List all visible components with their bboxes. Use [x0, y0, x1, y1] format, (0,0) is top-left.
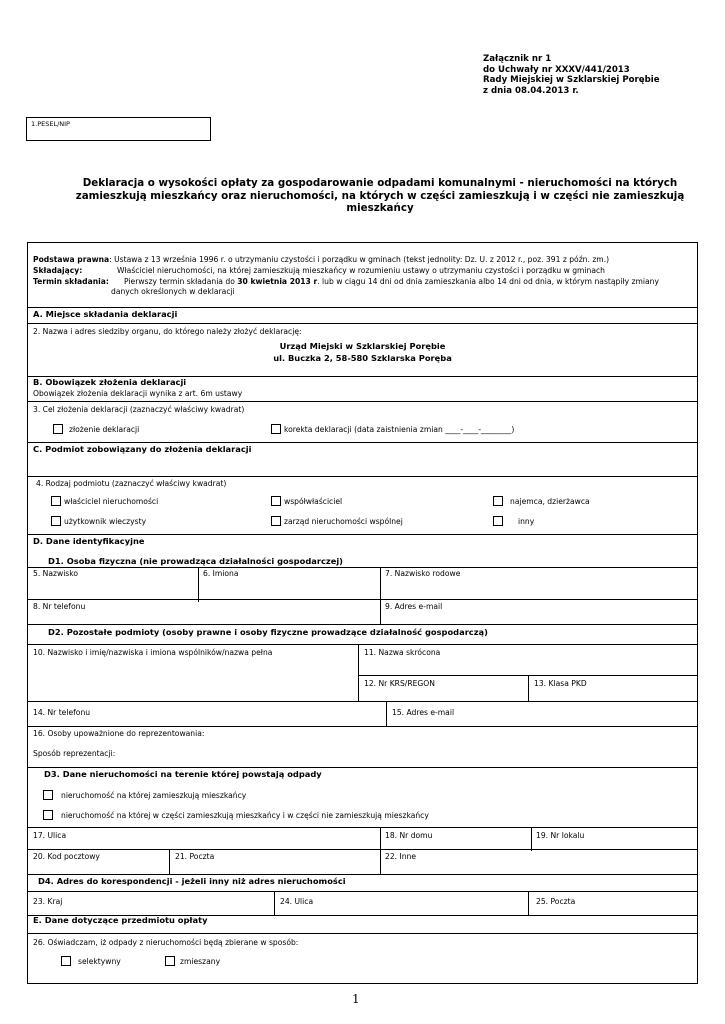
title-line-2: zamieszkują mieszkańcy oraz nieruchomości, na których w części zamieszkują i w części nie zamieszkują [75, 189, 685, 202]
field-17-label: 17. Ulica [33, 831, 67, 840]
checkbox-other[interactable] [493, 516, 503, 526]
field-9-label: 9. Adres e-mail [385, 602, 443, 611]
legal-basis: Podstawa prawna: Ustawa z 13 września 1996 r. o utrzymaniu czystości i porządku w gminach (tekst jednolity: Dz. U. z 2012 r., poz. 391 z późn. zm.) [33, 255, 610, 264]
field-19-label: 19. Nr lokalu [536, 831, 585, 840]
attachment-line-3: Rady Miejskiej w Szklarskiej Porębie [483, 75, 660, 86]
attachment-header [483, 54, 660, 96]
checkbox-common-property-board[interactable] [271, 516, 281, 526]
checkbox-owner[interactable] [51, 496, 61, 506]
option-other-label: inny [518, 517, 535, 526]
section-d-header: D. Dane identyfikacyjne [33, 536, 145, 546]
checkbox-perpetual-user[interactable] [51, 516, 61, 526]
page-number: 1 [352, 992, 360, 1006]
field-12-label: 12. Nr KRS/REGON [364, 679, 435, 688]
section-d2-header: D2. Pozostałe podmioty (osoby prawne i osoby fizyczne prowadzące działalność gospodarczą) [48, 627, 488, 637]
field-8-label: 8. Nr telefonu [33, 602, 86, 611]
field-24-label: 24. Ulica [280, 897, 314, 906]
section-e-header: E. Dane dotyczące przedmiotu opłaty [33, 915, 208, 925]
field-6-label: 6. Imiona [203, 569, 239, 578]
option-submission-label: złożenie deklaracji [69, 425, 140, 434]
submitter: Składający: [33, 266, 83, 275]
option-correction-label: korekta deklaracji (data zaistnienia zmian ____-____-________) [284, 425, 515, 434]
field-11-label: 11. Nazwa skrócona [364, 648, 441, 657]
checkbox-submission[interactable] [53, 424, 63, 434]
field-14-label: 14. Nr telefonu [33, 708, 91, 717]
attachment-line-2: do Uchwały nr XXXV/441/2013 [483, 64, 630, 75]
checkbox-co-owner[interactable] [271, 496, 281, 506]
attachment-line-4: z dnia 08.04.2013 r. [483, 85, 579, 96]
office-name: Urząd Miejski w Szklarskiej Porębie [279, 341, 446, 351]
field-18-label: 18. Nr domu [385, 831, 433, 840]
declaration-form [27, 242, 698, 984]
section-b-header: B. Obowiązek złożenia deklaracji [33, 377, 187, 387]
field-21-label: 21. Poczta [175, 852, 215, 861]
field-7-label: 7. Nazwisko rodowe [385, 569, 461, 578]
field-23-label: 23. Kraj [33, 897, 63, 906]
option-selective-label: selektywny [78, 957, 121, 966]
checkbox-selective[interactable] [61, 956, 71, 966]
option-owner-label: właściciel nieruchomości [64, 497, 159, 506]
field-22-label: 22. Inne [385, 852, 417, 861]
option-residential-property-label: nieruchomość na której zamieszkują mieszkańcy [61, 791, 247, 800]
field-13-label: 13. Klasa PKD [534, 679, 587, 688]
field-16-label: 16. Osoby upoważnione do reprezentowania: [33, 729, 205, 738]
option-mixed-label: zmieszany [180, 957, 221, 966]
document-title [70, 177, 690, 215]
section-d3-header: D3. Dane nieruchomości na terenie której powstają odpady [44, 769, 322, 779]
field-10-label: 10. Nazwisko i imię/nazwiska i imiona wspólników/nazwa pełna [33, 648, 273, 657]
option-common-property-board-label: zarząd nieruchomości wspólnej [284, 517, 403, 526]
field-25-label: 25. Poczta [536, 897, 576, 906]
section-c-header: C. Podmiot zobowiązany do złożenia deklaracji [33, 444, 252, 454]
attachment-line-1: Załącznik nr 1 [483, 54, 552, 64]
field-26-label: 26. Oświadczam, iż odpady z nieruchomości będą zbierane w sposób: [33, 938, 299, 947]
title-line-3: mieszkańcy [346, 202, 414, 214]
section-a-header: A. Miejsce składania deklaracji [33, 309, 178, 319]
checkbox-residential-property[interactable] [43, 790, 53, 800]
section-b-sub: Obowiązek złożenia deklaracji wynika z art. 6m ustawy [33, 389, 243, 398]
deadline-text: Pierwszy termin składania do 30 kwietnia 2013 r. lub w ciągu 14 dni od dnia zamieszkania albo 14 dni od dnia, w którym nastąpiły zmiany [124, 277, 659, 286]
deadline-line-2: danych określonych w deklaracji [111, 287, 235, 296]
option-co-owner-label: współwłaściciel [284, 497, 343, 506]
checkbox-tenant[interactable] [493, 496, 503, 506]
option-perpetual-user-label: użytkownik wieczysty [64, 517, 147, 526]
field-3-label: 3. Cel złożenia deklaracji (zaznaczyć właściwy kwadrat) [33, 405, 245, 414]
submitter-text: Właściciel nieruchomości, na której zamieszkują mieszkańcy w rozumieniu ustawy o utrzymaniu czystości i porządku w gminach [117, 266, 605, 275]
field-15-label: 15. Adres e-mail [392, 708, 455, 717]
representation-label: Sposób reprezentacji: [33, 749, 116, 758]
field-4-label: 4. Rodzaj podmiotu (zaznaczyć właściwy kwadrat) [36, 479, 227, 488]
checkbox-mixed[interactable] [165, 956, 175, 966]
checkbox-mixed-property[interactable] [43, 810, 53, 820]
field-2-label: 2. Nazwa i adres siedziby organu, do którego należy złożyć deklarację: [33, 327, 302, 336]
field-5-label: 5. Nazwisko [33, 569, 79, 578]
section-d1-header: D1. Osoba fizyczna (nie prowadząca działalności gospodarczej) [48, 556, 343, 566]
title-line-1: Deklaracja o wysokości opłaty za gospodarowanie odpadami komunalnymi - nieruchomości na których [82, 177, 678, 189]
option-mixed-property-label: nieruchomość na której w części zamieszkują mieszkańcy i w części nie zamieszkują mieszkańcy [61, 811, 429, 820]
checkbox-correction[interactable] [271, 424, 281, 434]
section-d4-header: D4. Adres do korespondencji - jeżeli inny niż adres nieruchomości [38, 876, 346, 886]
deadline: Termin składania: [33, 277, 109, 286]
option-tenant-label: najemca, dzierżawca [510, 497, 590, 506]
office-address: ul. Buczka 2, 58-580 Szklarska Poręba [273, 353, 452, 363]
field-20-label: 20. Kod pocztowy [33, 852, 100, 861]
pesel-field[interactable] [26, 117, 211, 141]
pesel-label: 1.PESEL/NIP [31, 120, 70, 128]
